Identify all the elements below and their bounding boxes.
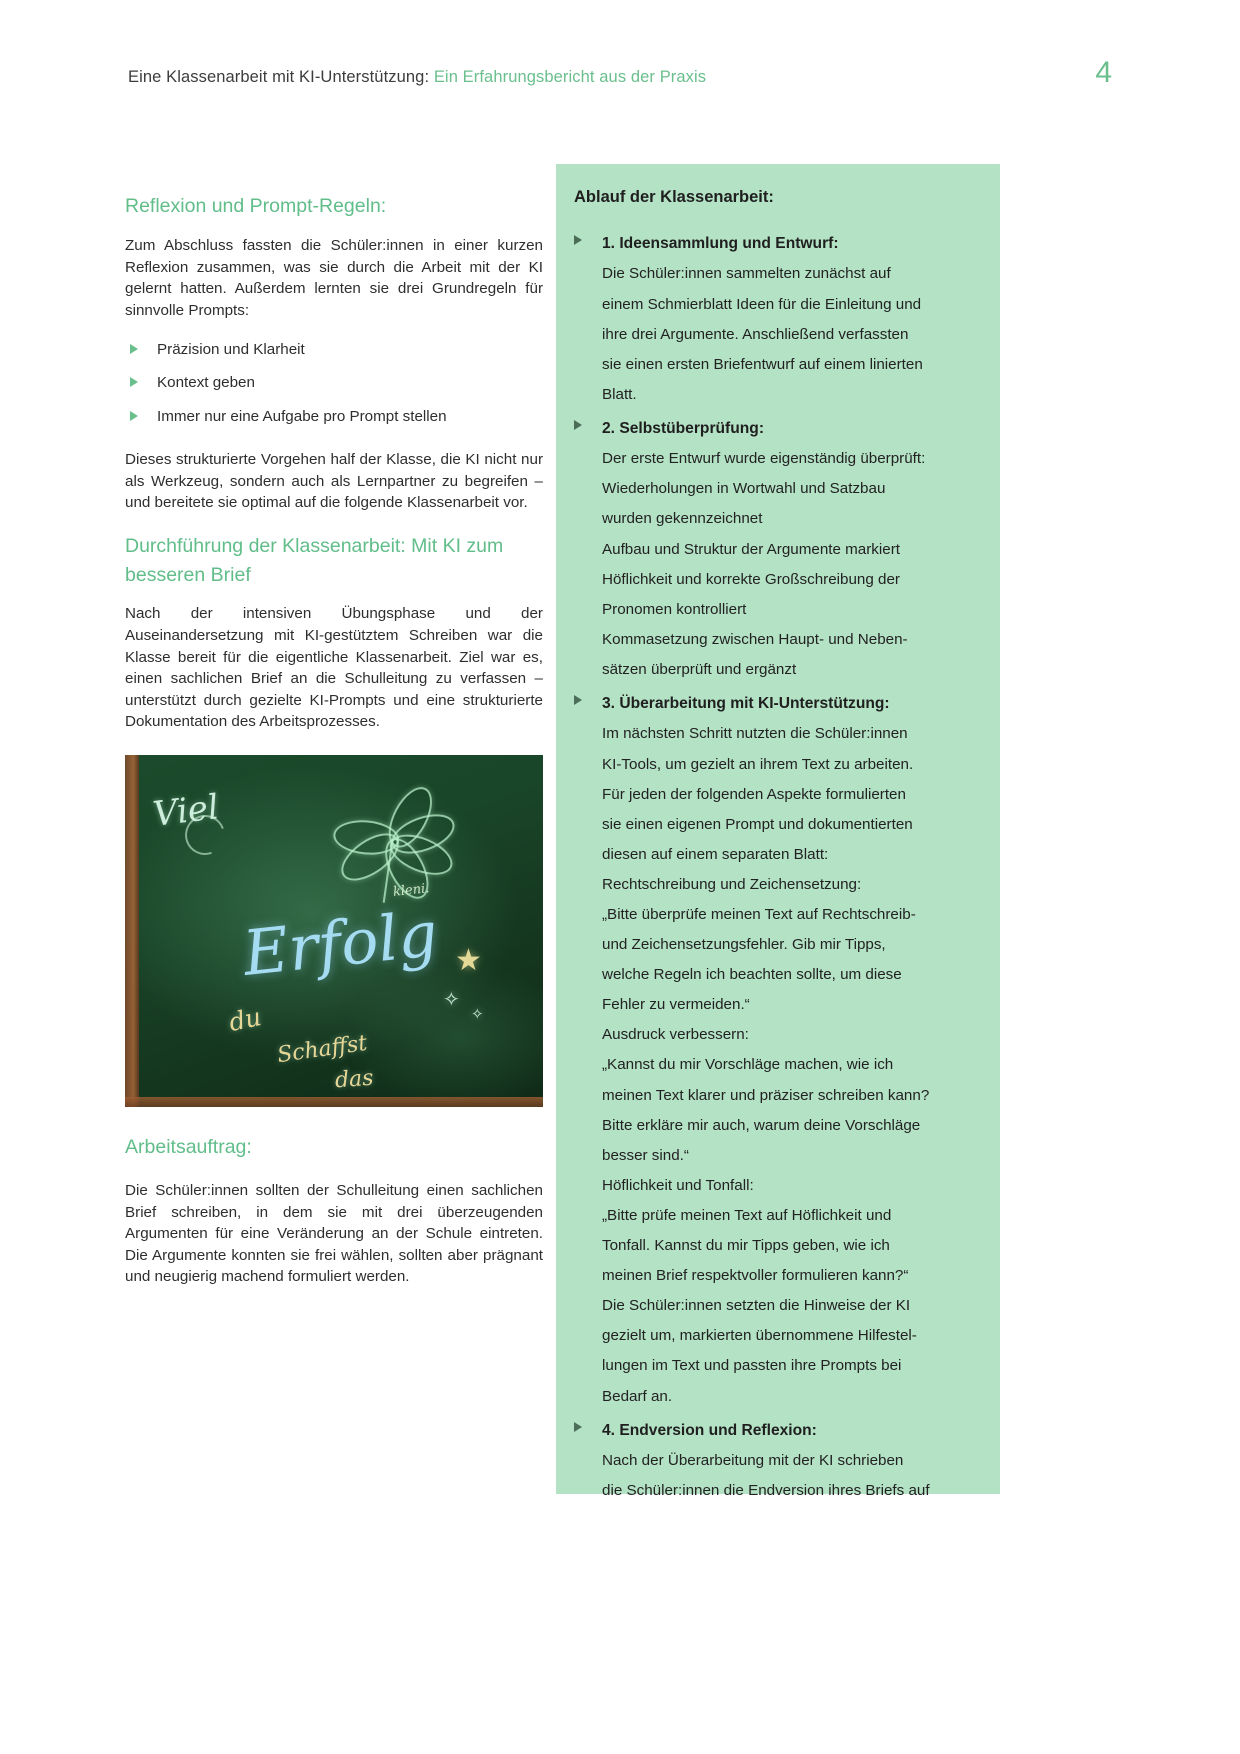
board-frame-left — [125, 755, 139, 1107]
step-body — [602, 444, 974, 685]
paragraph-arbeitsauftrag: Die Schüler:innen sollten der Schulleitung einen sachlichen Brief schreiben, in dem sie mit drei überzeugenden Argumenten für eine Veränderung an der Schule eintreten. Die Argumente konnten sie frei wählen, sollten aber prägnant und neugierig machend formuliert werden. — [125, 1182, 543, 1286]
chalk-text-viel: Viel — [150, 786, 222, 835]
list-item-label: Immer nur eine Aufgabe pro Prompt stellen — [157, 407, 447, 425]
step-line: Die Schüler:innen setzten die Hinweise der KI — [602, 1297, 911, 1315]
page-number: 4 — [1095, 56, 1112, 89]
step-line: die Schüler:innen die Endversion ihres Briefs auf — [602, 1482, 930, 1500]
chalkboard-surface — [125, 755, 543, 1107]
step-line: „Bitte überprüfe meinen Text auf Rechtschreib- — [602, 906, 916, 923]
left-column — [125, 192, 543, 1288]
ablauf-step-3 — [574, 689, 974, 1412]
step-line: „Kannst du mir Vorschläge machen, wie ich — [602, 1056, 894, 1074]
triangle-bullet-icon — [574, 695, 582, 705]
chalk-text-signature: kleni. — [392, 880, 431, 900]
prompt-rules-list — [125, 340, 543, 428]
chalk-text-das: das — [334, 1065, 375, 1094]
ablauf-step-1 — [574, 229, 974, 410]
section-heading-durchfuehrung: Durchführung der Klassenarbeit: Mit KI zum besseren Brief — [125, 534, 504, 587]
ablauf-step-4 — [574, 1416, 974, 1507]
header-title-main: Eine Klassenarbeit mit KI-Unterstützung: — [128, 68, 430, 86]
section-heading-arbeitsauftrag: Arbeitsauftrag: — [125, 1135, 252, 1158]
triangle-bullet-icon — [574, 1422, 582, 1432]
step-title: 1. Ideensammlung und Entwurf: — [602, 235, 839, 252]
triangle-bullet-icon — [574, 420, 582, 430]
chalk-text-du: du — [226, 1001, 264, 1037]
list-item — [125, 407, 543, 428]
step-line: und Zeichensetzungsfehler. Gib mir Tipps, — [602, 936, 886, 954]
step-line: „Bitte prüfe meinen Text auf Höflichkeit und — [602, 1206, 892, 1224]
step-line: gezielt um, markierten übernommene Hilfestel- — [602, 1327, 917, 1345]
step-line: Ausdruck verbessern: — [602, 1026, 749, 1044]
paragraph-durchfuehrung: Nach der intensiven Übungsphase und der Auseinandersetzung mit KI-gestütztem Schreiben war die Klasse bereit für die eigentliche Klassenarbeit. Ziel war es, einen sachlichen Brief an die Schulleitung zu verfassen – unterstützt durch gezielte KI-Prompts und eine strukturierte Dokumentation des Arbeitsprozesses. — [125, 605, 543, 731]
step-line: meinen Text klarer und präziser schreiben kann? — [602, 1086, 930, 1104]
step-line: besser sind.“ — [602, 1146, 689, 1164]
step-line: sie einen eigenen Prompt und dokumentierten — [602, 815, 913, 833]
step-line: Höflichkeit und korrekte Großschreibung der — [602, 570, 900, 588]
step-line: Rechtschreibung und Zeichensetzung: — [602, 875, 862, 893]
paragraph-reflexion: Zum Abschluss fassten die Schüler:innen in einer kurzen Reflexion zusammen, was sie durch die Arbeit mit der KI gelernt hatten. Außerdem lernten sie drei Grundregeln für sinnvolle Prompts: — [125, 237, 543, 319]
ablauf-panel — [556, 164, 1000, 1500]
step-body — [602, 719, 974, 1411]
step-title: 4. Endversion und Reflexion: — [602, 1421, 817, 1439]
panel-heading: Ablauf der Klassenarbeit: — [574, 188, 774, 206]
step-line: welche Regeln ich beachten sollte, um diese — [602, 966, 902, 984]
step-line: ihre drei Argumente. Anschließend verfassten — [602, 325, 909, 343]
step-title: 2. Selbstüberprüfung: — [602, 419, 765, 437]
chalk-sparkle-icon: ✧ — [471, 1005, 484, 1023]
step-line: einem Schmierblatt Ideen für die Einleitung und — [602, 295, 922, 313]
step-line: sie einen ersten Briefentwurf auf einem linierten — [602, 355, 923, 373]
list-item — [125, 373, 543, 394]
step-body — [602, 259, 974, 409]
chalk-star-icon: ★ — [455, 943, 482, 977]
step-line: Fehler zu vermeiden.“ — [602, 996, 750, 1014]
step-line: Pronomen kontrolliert — [602, 600, 747, 618]
step-body — [602, 1446, 974, 1506]
step-line: lungen im Text und passten ihre Prompts bei — [602, 1357, 902, 1375]
header-title — [128, 68, 706, 87]
step-line: sätzen überprüft und ergänzt — [602, 660, 797, 678]
step-line: Die Schüler:innen sammelten zunächst auf — [602, 265, 891, 283]
page-header — [128, 58, 1112, 88]
step-line: Bedarf an. — [602, 1387, 673, 1405]
triangle-bullet-icon — [574, 235, 582, 245]
step-line: Wiederholungen in Wortwahl und Satzbau — [602, 480, 886, 498]
chalk-sparkle-icon: ✧ — [443, 988, 460, 1011]
step-line: Bitte erkläre mir auch, warum deine Vorschläge — [602, 1116, 921, 1134]
step-line: Für jeden der folgenden Aspekte formulierten — [602, 785, 906, 803]
step-line: Der erste Entwurf wurde eigenständig überprüft: — [602, 450, 926, 468]
header-title-sub: Ein Erfahrungsbericht aus der Praxis — [433, 68, 707, 86]
list-item — [125, 340, 543, 361]
step-line: meinen Brief respektvoller formulieren kann?“ — [602, 1267, 909, 1285]
step-line: Höflichkeit und Tonfall: — [602, 1176, 754, 1194]
ablauf-step-2 — [574, 414, 974, 685]
section-heading-reflexion: Reflexion und Prompt-Regeln: — [125, 195, 387, 217]
triangle-bullet-icon — [130, 377, 138, 387]
triangle-bullet-icon — [130, 411, 138, 421]
step-line: KI-Tools, um gezielt an ihrem Text zu arbeiten. — [602, 755, 914, 773]
step-line: Aufbau und Struktur der Argumente markiert — [602, 540, 900, 558]
paragraph-vorgehen: Dieses strukturierte Vorgehen half der Klasse, die KI nicht nur als Werkzeug, sondern auch als Lernpartner zu begreifen – und bereitete sie optimal auf die folgende Klassenarbeit vor. — [125, 451, 543, 512]
step-line: wurden gekennzeichnet — [602, 510, 763, 528]
chalkboard-photo — [125, 755, 543, 1107]
step-title: 3. Überarbeitung mit KI-Unterstützung: — [602, 695, 890, 713]
step-line: Kommasetzung zwischen Haupt- und Neben- — [602, 630, 908, 648]
chalk-text-erfolg: Erfolg — [239, 896, 441, 990]
step-line: Tonfall. Kannst du mir Tipps geben, wie ich — [602, 1237, 890, 1255]
triangle-bullet-icon — [130, 344, 138, 354]
step-line: Im nächsten Schritt nutzten die Schüler:innen — [602, 725, 908, 743]
step-line: diesen auf einem separaten Blatt: — [602, 845, 829, 863]
step-line: Blatt. — [602, 385, 637, 403]
chalk-text-schaffst: Schaffst — [275, 1030, 369, 1068]
list-item-label: Präzision und Klarheit — [157, 340, 305, 358]
step-line: Nach der Überarbeitung mit der KI schrieben — [602, 1452, 904, 1469]
board-frame-bottom — [125, 1097, 543, 1107]
list-item-label: Kontext geben — [157, 374, 255, 392]
